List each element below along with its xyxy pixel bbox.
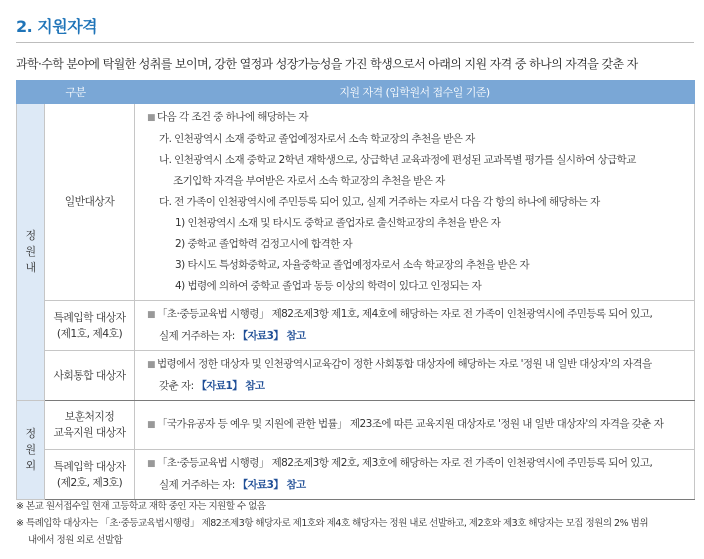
square-bullet-icon: ■ xyxy=(147,310,155,320)
footnote: 내에서 정원 외로 선발함 xyxy=(28,535,123,546)
list-item xyxy=(147,304,688,326)
list-item xyxy=(147,107,688,129)
footnote: ※ 본교 원서접수일 현재 고등학교 재학 중인 자는 지원할 수 없음 xyxy=(16,501,266,512)
category-veterans xyxy=(45,401,135,450)
group-label-outside-quota xyxy=(17,401,45,500)
qualification-table xyxy=(16,80,695,500)
group-label-char: 원 xyxy=(25,443,36,456)
list-item xyxy=(147,453,688,475)
category-label: 교육지원 대상자 xyxy=(53,426,126,439)
footnotes xyxy=(16,498,696,549)
line-text: 「초·중등교육법 시행령」 제82조제3항 제2호, 제3호에 해당하는 자로 전 가족이 인천광역시에 주민등록 되어 있고, xyxy=(156,457,653,469)
qualification-special-admission-1-4 xyxy=(135,301,695,351)
list-item xyxy=(147,475,688,496)
list-item: 나. 인천광역시 소재 중학교 2학년 재학생으로, 상급학년 교육과정에 편성된 교과목별 평가를 실시하여 상급학교 xyxy=(159,154,636,166)
table-row xyxy=(17,301,695,351)
category-label: 특례입학 대상자 xyxy=(53,459,126,473)
list-item xyxy=(147,354,688,376)
group-label-char: 외 xyxy=(25,459,36,472)
footnote: ※ 특례입학 대상자는 「초·중등교육법시행령」 제82조제3항 해당자로 제1호와 제4호 해당자는 정원 내로 선발하고, 제2호와 제3호 해당자는 모집 정원의 2% 범위 xyxy=(16,518,649,529)
line-text: 법령에서 정한 대상자 및 인천광역시교육감이 정한 사회통합 대상자에 해당하는 자로 '정원 내 일반 대상자'의 자격을 xyxy=(156,358,652,370)
list-item xyxy=(147,414,688,436)
category-label: 사회통합 대상자 xyxy=(53,368,126,382)
group-label-inside-quota xyxy=(17,104,45,401)
square-bullet-icon: ■ xyxy=(147,360,155,370)
line-text: 다음 각 조건 중 하나에 해당하는 자 xyxy=(156,111,308,123)
qualification-veterans xyxy=(135,401,695,450)
list-item: 2) 중학교 졸업학력 검정고시에 합격한 자 xyxy=(175,238,353,250)
reference-link[interactable]: 【자료1】 참고 xyxy=(196,380,265,392)
list-item xyxy=(147,326,688,347)
title-divider xyxy=(16,42,694,43)
table-row xyxy=(17,401,695,450)
line-text: 실제 거주하는 자: xyxy=(159,330,238,342)
category-label: 특례입학 대상자 xyxy=(53,310,126,324)
qualification-special-admission-2-3 xyxy=(135,450,695,500)
group-label-char: 내 xyxy=(25,261,36,274)
list-item: 조기입학 자격을 부여받은 자로서 소속 학교장의 추천을 받은 자 xyxy=(173,175,445,187)
table-row xyxy=(17,351,695,401)
category-label: 보훈처지정 xyxy=(64,410,115,423)
category-label: (제1호, 제4호) xyxy=(56,326,123,340)
group-label-char: 정 xyxy=(25,229,36,242)
reference-link[interactable]: 【자료3】 참고 xyxy=(237,479,306,491)
category-special-admission-1-4 xyxy=(45,301,135,351)
group-label-char: 정 xyxy=(25,427,36,440)
list-item: 4) 법령에 의하여 중학교 졸업과 동등 이상의 학력이 있다고 인정되는 자 xyxy=(175,280,482,292)
line-text: 실제 거주하는 자: xyxy=(159,479,238,491)
list-item: 가. 인천광역시 소재 중학교 졸업예정자로서 소속 학교장의 추천을 받은 자 xyxy=(159,133,475,145)
category-label: (제2호, 제3호) xyxy=(56,475,123,489)
table-row xyxy=(17,450,695,500)
header-qualification: 지원 자격 (입학원서 접수일 기준) xyxy=(135,81,695,104)
table-header-row xyxy=(17,81,695,104)
line-text: 「국가유공자 등 예우 및 지원에 관한 법률」 제23조에 따른 교육지원 대상자로 '정원 내 일반 대상자'의 자격을 갖춘 자 xyxy=(156,418,664,430)
qualification-social-integration xyxy=(135,351,695,401)
category-social-integration xyxy=(45,351,135,401)
reference-link[interactable]: 【자료3】 참고 xyxy=(237,330,306,342)
list-item xyxy=(147,376,688,397)
square-bullet-icon: ■ xyxy=(147,459,155,469)
square-bullet-icon: ■ xyxy=(147,420,155,430)
table-row xyxy=(17,104,695,301)
square-bullet-icon: ■ xyxy=(147,113,155,123)
intro-text: 과학·수학 분야에 탁월한 성취를 보이며, 강한 열정과 성장가능성을 가진 학생으로서 아래의 지원 자격 중 하나의 자격을 갖춘 자 xyxy=(16,57,638,71)
list-item: 1) 인천광역시 소재 및 타시도 중학교 졸업자로 출신학교장의 추천을 받은 자 xyxy=(175,217,501,229)
line-text: 「초·중등교육법 시행령」 제82조제3항 제1호, 제4호에 해당하는 자로 전 가족이 인천광역시에 주민등록 되어 있고, xyxy=(156,308,653,320)
category-label: 일반대상자 xyxy=(64,195,115,208)
list-item: 3) 타시도 특성화중학교, 자율중학교 졸업예정자로서 소속 학교장의 추천을 받은 자 xyxy=(175,259,530,271)
group-label-char: 원 xyxy=(25,245,36,258)
list-item: 다. 전 가족이 인천광역시에 주민등록 되어 있고, 실제 거주하는 자로서 다음 각 항의 하나에 해당하는 자 xyxy=(159,196,600,208)
header-category: 구분 xyxy=(17,81,135,104)
line-text: 갖춘 자: xyxy=(159,380,197,392)
category-general xyxy=(45,104,135,301)
qualification-general xyxy=(135,104,695,301)
category-special-admission-2-3 xyxy=(45,450,135,500)
section-title: 2. 지원자격 xyxy=(16,17,98,36)
